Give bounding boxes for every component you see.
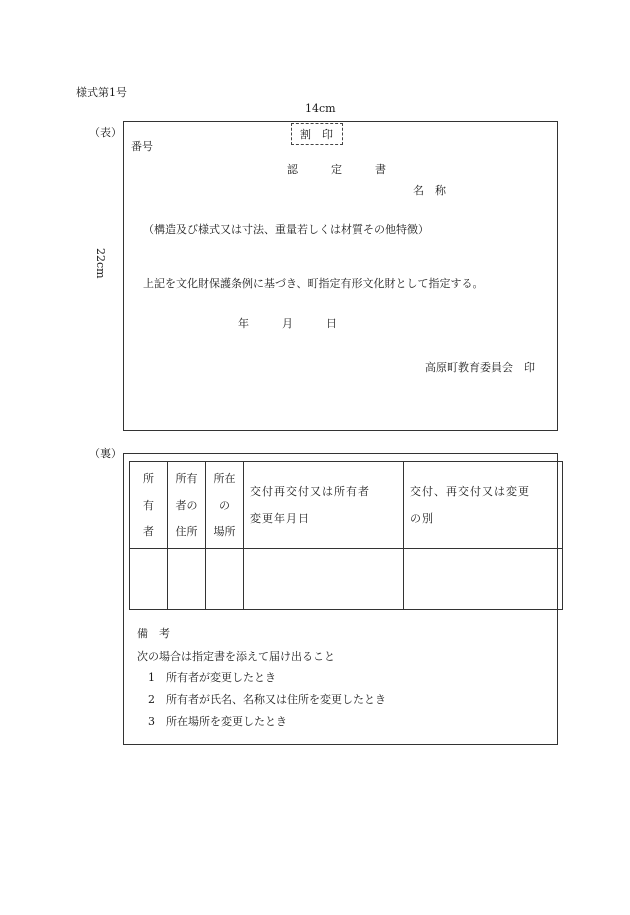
- header-owner-address: 所有 者の 住所: [168, 462, 206, 549]
- date-line: 年 月 日: [238, 317, 337, 330]
- note-item-3: 3 所在場所を変更したとき: [148, 715, 287, 728]
- header-location: 所在 の 場所: [206, 462, 244, 549]
- table-cell[interactable]: [168, 549, 206, 610]
- header-change-date: 交付再交付又は所有者 変更年月日: [244, 462, 404, 549]
- table-cell[interactable]: [404, 549, 563, 610]
- front-side-label: （表）: [89, 126, 122, 139]
- note-item-1: 1 所有者が変更したとき: [148, 671, 276, 684]
- header-owner: 所 有 者: [130, 462, 168, 549]
- header-change-type: 交付、再交付又は変更 の別: [404, 462, 563, 549]
- note-item-2: 2 所有者が氏名、名称又は住所を変更したとき: [148, 693, 386, 706]
- structure-note: （構造及び様式又は寸法、重量若しくは材質その他特徴）: [143, 223, 429, 236]
- certificate-title: 認 定 書: [287, 163, 386, 176]
- height-dimension-label: 22cm: [94, 248, 107, 279]
- table-cell[interactable]: [130, 549, 168, 610]
- tally-seal-box: [291, 123, 343, 145]
- designation-statement: 上記を文化財保護条例に基づき、町指定有形文化財として指定する。: [143, 277, 484, 290]
- transfer-record-table: [129, 461, 563, 610]
- table-row: [130, 549, 563, 610]
- tally-seal-label: 割 印: [300, 128, 333, 141]
- issuer-line: 高原町教育委員会 印: [425, 361, 535, 374]
- notes-title: 備 考: [137, 627, 170, 640]
- table-cell[interactable]: [206, 549, 244, 610]
- property-name-label: 名 称: [413, 184, 446, 197]
- certificate-number-label: 番号: [131, 140, 153, 153]
- notes-intro: 次の場合は指定書を添えて届け出ること: [137, 650, 335, 663]
- back-side-label: （裏）: [89, 447, 122, 460]
- width-dimension-label: 14cm: [305, 102, 336, 115]
- table-cell[interactable]: [244, 549, 404, 610]
- form-number: 様式第1号: [76, 86, 127, 99]
- table-header-row: [130, 462, 563, 549]
